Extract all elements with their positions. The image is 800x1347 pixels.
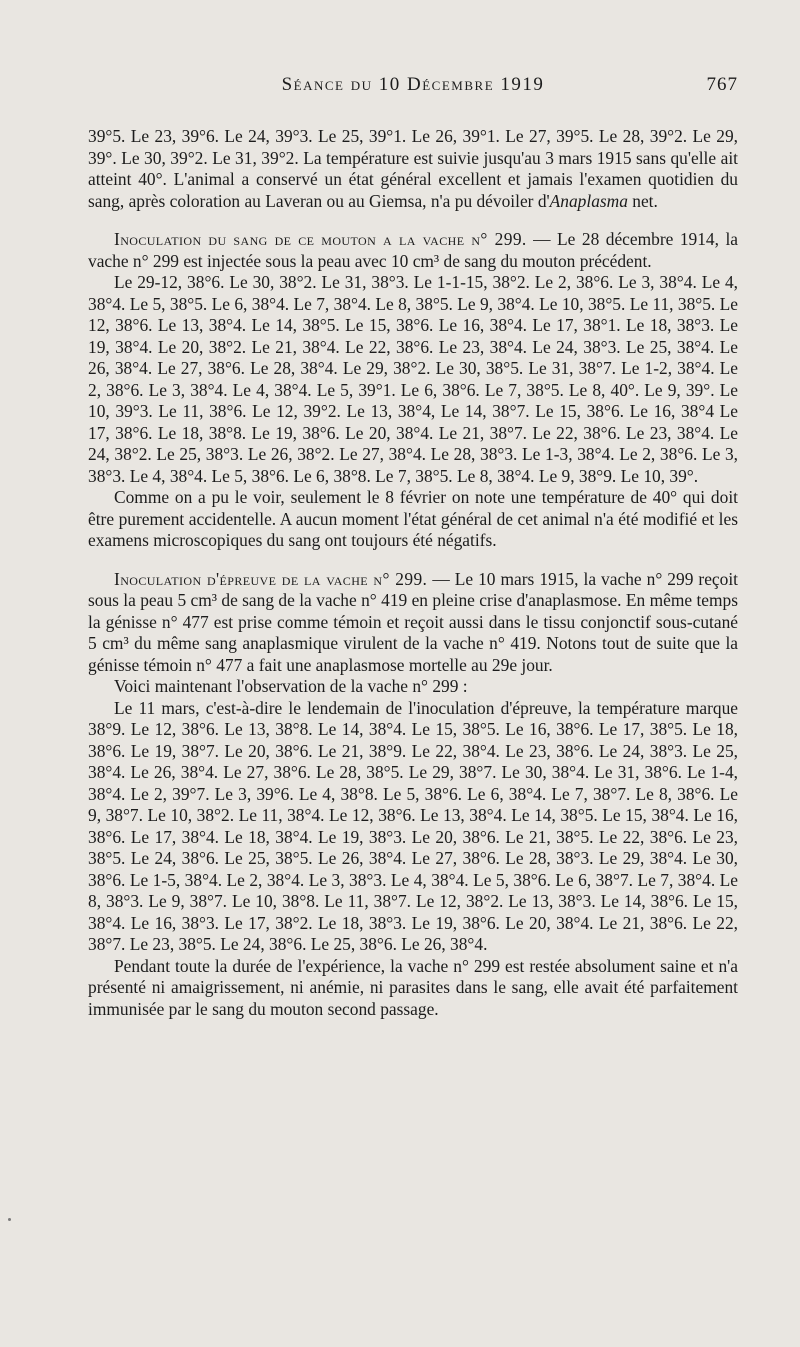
genus-name: Anaplasma [549, 190, 628, 211]
temperature-record-2: Le 11 mars, c'est-à-dire le lendemain de l'inoculation d'épreuve, la température marque 38°9. Le 12, 38°6. Le 13, 38°8. Le 14, 38°4. Le 15, 38°5. Le 16, 38°6. Le 17, 38°5. Le 18, 38°6. Le 19, 38°7. Le 20, 38°6. Le 21, 38°9. Le 22, 38°4. Le 23, 38°6. Le 24, 38°3. Le 25, 38°4. Le 26, 38°4. Le 27, 38°6. Le 28, 38°5. Le 29, 38°7. Le 30, 38°4. Le 31, 38°6. Le 1-4, 38°4. Le 2, 39°7. Le 3, 39°6. Le 4, 38°8. Le 5, 38°6. Le 6, 38°4. Le 7, 38°7. Le 8, 38°6. Le 9, 38°7. Le 10, 38°2. Le 11, 38°4. Le 12, 38°6. Le 13, 38°4. Le 14, 38°5. Le 15, 38°4. Le 16, 38°6. Le 17, 38°4. Le 18, 38°4. Le 19, 38°3. Le 20, 38°6. Le 21, 38°5. Le 22, 38°6. Le 23, 38°5. Le 24, 38°6. Le 25, 38°5. Le 26, 38°4. Le 27, 38°6. Le 28, 38°3. Le 29, 38°4. Le 30, 38°6. Le 1-5, 38°4. Le 2, 38°4. Le 3, 38°3. Le 4, 38°4. Le 5, 38°6. Le 6, 38°7. Le 7, 38°4. Le 8, 38°3. Le 9, 38°7. Le 10, 38°8. Le 11, 38°7. Le 12, 38°2. Le 13, 38°3. Le 14, 38°6. Le 15, 38°4. Le 16, 38°3. Le 17, 38°2. Le 18, 38°3. Le 19, 38°6. Le 20, 38°4. Le 21, 38°6. Le 22, 38°7. Le 23, 38°5. Le 24, 38°6. Le 25, 38°6. Le 26, 38°4. [88, 697, 738, 954]
temperature-record-1: Le 29-12, 38°6. Le 30, 38°2. Le 31, 38°3. Le 1-1-15, 38°2. Le 2, 38°6. Le 3, 38°4. Le 4, 38°4. Le 5, 38°5. Le 6, 38°4. Le 7, 38°4. Le 8, 38°5. Le 9, 38°4. Le 10, 38°5. Le 11, 38°5. Le 12, 38°6. Le 13, 38°4. Le 14, 38°5. Le 15, 38°6. Le 16, 38°4. Le 17, 38°1. Le 18, 38°3. Le 19, 38°4. Le 20, 38°2. Le 21, 38°4. Le 22, 38°6. Le 23, 38°4. Le 24, 38°3. Le 25, 38°4. Le 26, 38°4. Le 27, 38°6. Le 28, 38°4. Le 29, 38°2. Le 30, 38°5. Le 31, 38°7. Le 1-2, 38°4. Le 2, 38°6. Le 3, 38°4. Le 4, 38°4. Le 5, 39°1. Le 6, 38°6. Le 7, 38°5. Le 8, 40°. Le 9, 39°. Le 10, 39°3. Le 11, 38°6. Le 12, 39°2. Le 13, 38°4, Le 14, 38°7. Le 15, 38°6. Le 16, 38°4 Le 17, 38°6. Le 18, 38°8. Le 19, 38°6. Le 20, 38°4. Le 21, 38°7. Le 22, 38°6. Le 23, 38°4. Le 24, 38°2. Le 25, 38°3. Le 26, 38°2. Le 27, 38°4. Le 28, 38°3. Le 1-3, 38°4. Le 2, 38°6. Le 3, 38°3. Le 4, 38°4. Le 5, 38°6. Le 6, 38°8. Le 7, 38°5. Le 8, 38°4. Le 9, 38°9. Le 10, 39°. [88, 272, 738, 486]
paragraph-inoculation-mouton [88, 229, 738, 272]
paragraph-epreuve [88, 569, 738, 677]
paragraph-text: — Le 10 mars 1915, la vache n° 299 reçoit sous la peau 5 cm³ de sang de la vache n° 419 en pleine crise d'anaplasmose. En même temps la génisse n° 477 est prise comme témoin et reçoit aussi dans le tissu conjonctif sous-cutané 5 cm³ du même sang anaplasmique virulent de la vache n° 419. Notons tout de suite que la génisse témoin n° 477 a fait une anaplasmose mortelle au 29e jour. [88, 568, 738, 675]
paragraph-intro-observation: Voici maintenant l'observation de la vache n° 299 : [114, 676, 468, 696]
paragraph-text: 39°5. Le 23, 39°6. Le 24, 39°3. Le 25, 39°1. Le 26, 39°1. Le 27, 39°5. Le 28, 39°2. Le 29, 39°. Le 30, 39°2. Le 31, 39°2. La température est suivie jusqu'au 3 mars 1915 sans qu'elle ait atteint 40°. L'animal a conservé un état général excellent et jamais l'examen quotidien du sang, après coloration au Laveran ou au Giemsa, n'a pu dévoiler d' [88, 126, 738, 211]
running-header [88, 74, 738, 100]
page-number: 767 [706, 74, 738, 95]
section-heading: Inoculation d'épreuve de la vache n° 299. [114, 568, 428, 589]
running-title: Séance du 10 Décembre 1919 [281, 74, 545, 95]
page-speck [8, 1218, 11, 1221]
section-heading: Inoculation du sang de ce mouton a la vache n° 299. [114, 229, 527, 249]
paragraph-observation: Comme on a pu le voir, seulement le 8 février on note une température de 40° qui doit être purement accidentelle. A aucun moment l'état général de cet animal n'a été modifié et les examens microscopiques du sang ont toujours été négatifs. [88, 487, 738, 550]
paragraph-continuation [88, 126, 738, 212]
paragraph-conclusion: Pendant toute la durée de l'expérience, la vache n° 299 est restée absolument saine et n'a présenté ni amaigrissement, ni anémie, ni parasites dans le sang, elle avait été parfaitement immunisée par le sang du mouton second passage. [88, 955, 738, 1019]
paragraph-text-end: net. [627, 190, 658, 211]
paragraph-text: — Le 28 décembre 1914, la vache n° 299 est injectée sous la peau avec 10 cm³ de sang du mouton précédent. [88, 229, 738, 271]
